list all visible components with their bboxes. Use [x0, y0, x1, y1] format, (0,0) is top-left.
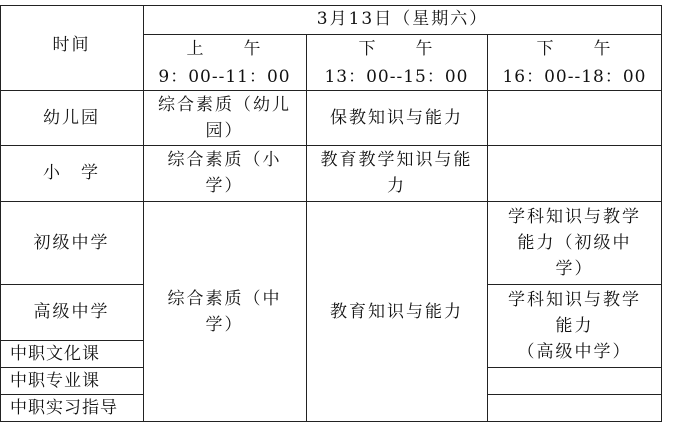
row-label-senior: 高级中学 [33, 302, 110, 322]
row-label-primary: 小 学 [43, 163, 100, 183]
row-label-vocational-culture: 中职文化课 [10, 343, 100, 364]
kindergarten-slot2: 保教知识与能力 [330, 107, 463, 128]
hline-primary [0, 201, 662, 202]
row-label-vocational-practice: 中职实习指导 [10, 398, 118, 418]
secondary-slot2: 教育知识与能力 [330, 302, 463, 322]
slot3-hours: 16：00--18：00 [502, 67, 647, 87]
hline-kindergarten [0, 145, 662, 146]
vline-col1 [143, 5, 144, 422]
hline-date [143, 34, 662, 35]
secondary-slot1: 综合素质（中 学） [167, 289, 282, 335]
kindergarten-slot1: 综合素质（幼儿 园） [158, 94, 291, 141]
primary-slot2: 教育教学知识与能 力 [320, 150, 473, 196]
slot2-period: 下 午 [358, 39, 435, 59]
hline-voc-major-left [0, 394, 143, 395]
hline-voc-culture-right [487, 367, 662, 368]
hline-voc-culture-left [0, 367, 143, 368]
hline-junior-left [0, 284, 143, 285]
primary-slot1: 综合素质（小 学） [167, 150, 282, 196]
slot1-hours: 9：00--11：00 [158, 67, 291, 87]
row-label-junior: 初级中学 [33, 232, 110, 253]
row-label-kindergarten: 幼儿园 [43, 107, 100, 128]
hline-header [0, 90, 662, 91]
junior-slot3: 学科知识与教学 能力（初级中 学） [508, 206, 641, 279]
border-top [0, 5, 662, 6]
slot2-hours: 13：00--15：00 [324, 67, 469, 87]
time-header: 时间 [52, 35, 91, 55]
hline-junior-right [487, 284, 662, 285]
vline-col2 [306, 34, 307, 422]
slot3-period: 下 午 [536, 39, 613, 59]
hline-senior [0, 340, 143, 341]
slot1-period: 上 午 [186, 39, 263, 59]
border-bottom [0, 421, 662, 422]
border-right [661, 5, 662, 422]
hline-voc-major-right [487, 394, 662, 395]
senior-slot3: 学科知识与教学 能力 （高级中学） [508, 289, 641, 362]
row-label-vocational-major: 中职专业课 [10, 370, 100, 391]
border-left [0, 5, 1, 422]
date-header: 3月13日（星期六） [316, 9, 489, 29]
vline-col3 [487, 34, 488, 422]
